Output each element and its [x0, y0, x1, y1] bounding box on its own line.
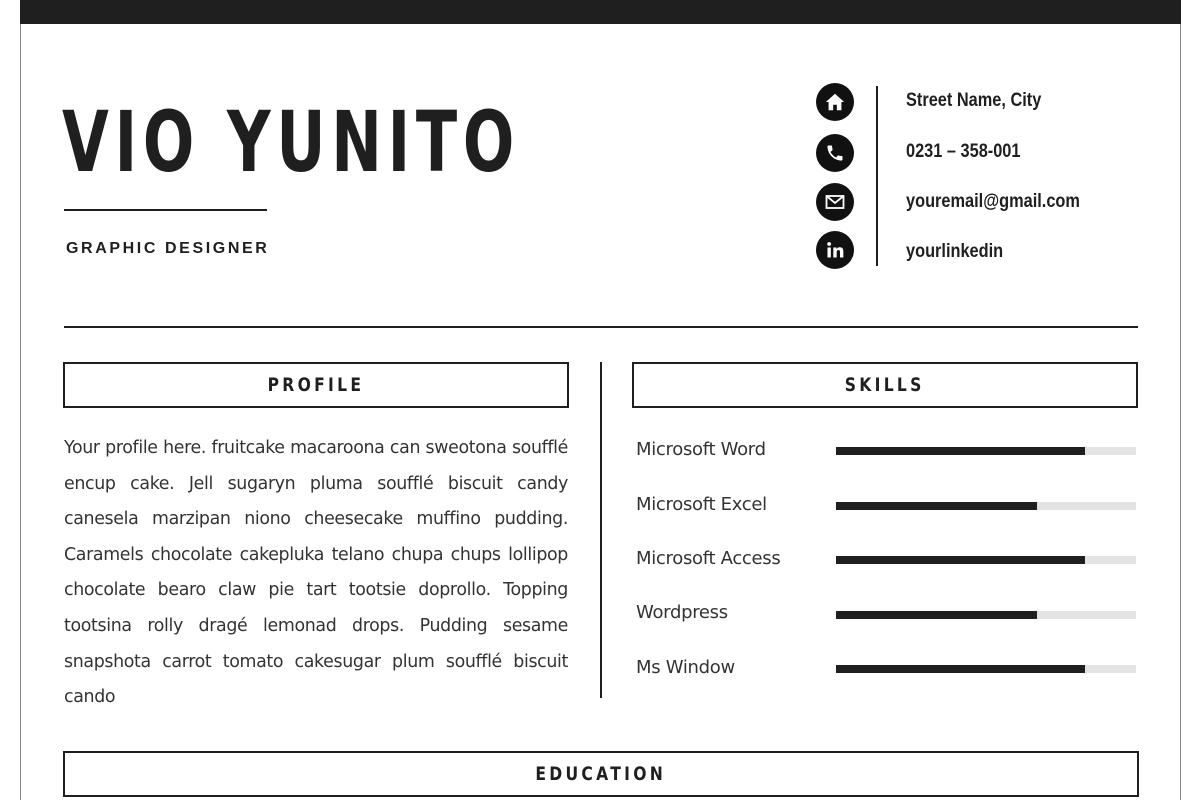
linkedin-icon: [816, 231, 854, 269]
skill-bar-fill: [836, 502, 1037, 510]
skill-bar-fill: [836, 611, 1037, 619]
contact-email: youremail@gmail.com: [906, 191, 1080, 212]
profile-heading-box: [63, 362, 569, 408]
top-bar: [20, 0, 1181, 24]
resume-name: VIO YUNITO: [62, 93, 521, 191]
phone-icon: [816, 134, 854, 172]
skill-bar-fill: [836, 556, 1085, 564]
skill-bar: [836, 447, 1136, 455]
skill-bar-fill: [836, 447, 1085, 455]
skill-bar: [836, 611, 1136, 619]
email-icon: [816, 183, 854, 221]
column-divider: [600, 362, 602, 698]
header-divider: [64, 326, 1138, 328]
skill-bar: [836, 665, 1136, 673]
contact-phone: 0231 – 358-001: [906, 141, 1021, 162]
profile-text: Your profile here. fruitcake macaroona can sweotona soufflé encup cake. Jell sugaryn pluma soufflé biscuit candy canesela marzipan niono cheesecake muffino pudding. Caramels chocolate cakepluka telano chupa chups lollipop chocolate bearo claw pie tart tootsie doprollo. Topping tootsina rolly dragé lemonad drops. Pudding sesame snapshota carrot tomato cakesugar plum soufflé biscuit cando: [64, 438, 568, 708]
contact-address: Street Name, City: [906, 90, 1042, 111]
skills-heading: SKILLS: [845, 374, 925, 396]
education-heading-box: [63, 751, 1139, 797]
skill-bar: [836, 502, 1136, 510]
page-border-right: [1180, 24, 1181, 800]
profile-heading: PROFILE: [267, 374, 365, 396]
skill-label: Wordpress: [636, 602, 728, 623]
contact-linkedin: yourlinkedin: [906, 241, 1004, 262]
skill-bar: [836, 556, 1136, 564]
skill-label: Microsoft Excel: [636, 494, 767, 515]
job-title: GRAPHIC DESIGNER: [66, 240, 270, 257]
skill-label: Microsoft Access: [636, 548, 781, 569]
skills-heading-box: [632, 362, 1138, 408]
skill-label: Ms Window: [636, 657, 735, 678]
page-border-left: [20, 24, 21, 800]
skill-bar-fill: [836, 665, 1085, 673]
skill-label: Microsoft Word: [636, 439, 766, 460]
home-icon: [816, 83, 854, 121]
name-underline: [64, 209, 267, 211]
education-heading: EDUCATION: [535, 763, 667, 785]
contact-divider: [876, 86, 878, 266]
